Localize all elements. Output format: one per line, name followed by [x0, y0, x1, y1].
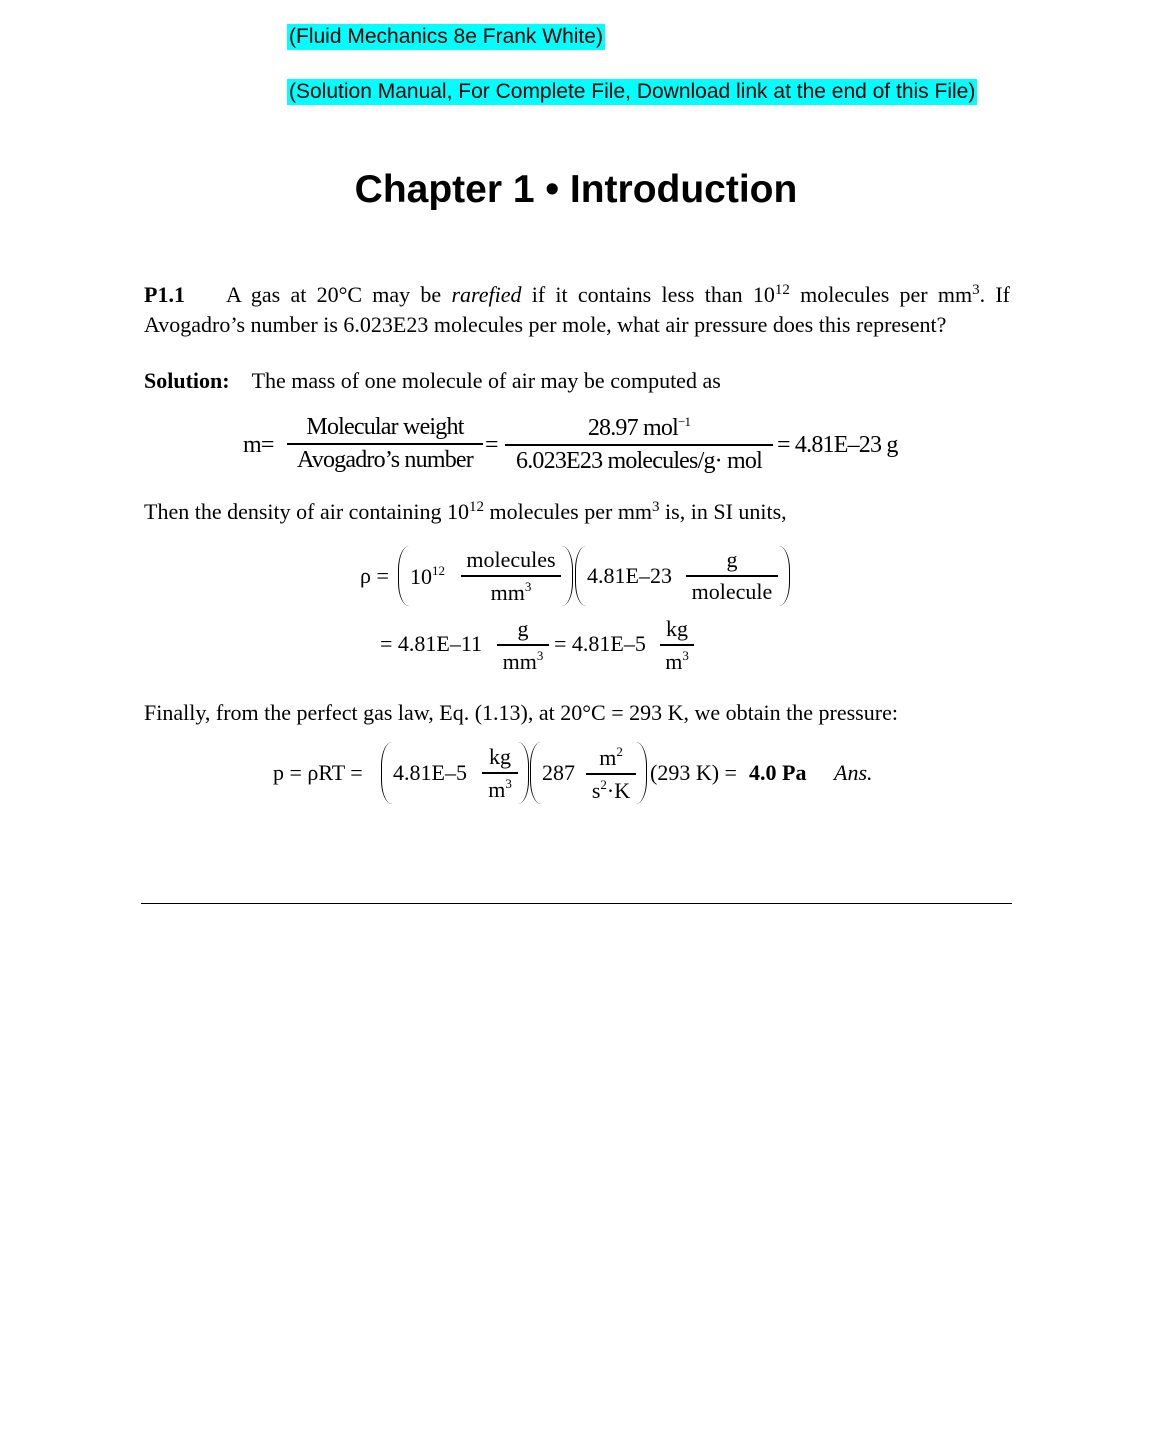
eq2-num-a: molecules [466, 547, 556, 572]
eq2-den-d-text: m [665, 649, 683, 674]
eq3-num-a: kg [489, 744, 511, 769]
rarefied-term: rarefied [451, 282, 522, 307]
exponent-3: 3 [652, 499, 660, 515]
right-paren [636, 742, 647, 804]
eq2-lhs: ρ = [360, 563, 389, 588]
fraction-bar [586, 773, 636, 775]
density-intro [144, 497, 787, 527]
fraction-bar [505, 444, 773, 446]
eq2-den-c-text: mm [502, 649, 537, 674]
eq3-den-a-exp: 3 [505, 776, 512, 791]
right-paren [518, 742, 529, 804]
problem-text-a: A gas at 20°C may be [225, 282, 442, 307]
solution-label: Solution: [144, 368, 230, 393]
eq2-line2-a: = 4.81E–11 [380, 631, 483, 656]
fraction-bar [287, 443, 483, 445]
eq3-coef-a: 4.81E–5 [393, 760, 467, 785]
solution-text: The mass of one molecule of air may be computed as [251, 368, 721, 393]
eq2-fraction-b [686, 547, 778, 605]
eq3-den-b-exp: 2 [600, 777, 607, 792]
problem-text-b: if it contains less than 10 [531, 282, 775, 307]
eq3-fraction-b [586, 744, 636, 804]
eq1-num1: Molecular weight [306, 414, 464, 440]
eq2-ten [410, 563, 445, 590]
left-paren [530, 742, 541, 804]
eq2-num-c: g [517, 616, 529, 641]
right-paren [779, 546, 790, 606]
problem-label: P1.1 [144, 282, 185, 307]
pressure-intro: Finally, from the perfect gas law, Eq. (1.13), at 20°C = 293 K, we obtain the pressure: [144, 700, 898, 725]
download-note: (Solution Manual, For Complete File, Download link at the end of this File) [289, 80, 976, 103]
eq2-den-d-exp: 3 [682, 648, 689, 663]
eq3-answer: 4.0 Pa [749, 760, 807, 785]
eq2-ten-exp: 12 [432, 563, 445, 578]
eq3-coef-b: 287 [542, 760, 575, 785]
problem-line-2: Avogadro’s number is 6.023E23 molecules per mole, what air pressure does this represent? [144, 312, 947, 337]
left-paren [575, 546, 586, 606]
problem-line-1 [144, 280, 1010, 310]
problem-text-c: molecules per mm [800, 282, 973, 307]
section-divider [141, 903, 1012, 904]
eq2-ten-base: 10 [410, 564, 432, 589]
eq1-equals: = [485, 432, 498, 458]
eq3-num-b [586, 744, 636, 771]
eq3-fraction-a [482, 744, 518, 803]
eq1-den1: Avogadro’s number [297, 447, 473, 473]
fraction-bar [461, 575, 561, 577]
left-paren [381, 742, 392, 804]
eq1-result: = 4.81E–23 g [777, 432, 898, 458]
eq1-num2 [505, 414, 773, 442]
eq1-fraction-1 [287, 414, 483, 474]
eq1-lhs: m= [243, 432, 274, 458]
eq1-num2-exp: −1 [677, 414, 691, 429]
book-reference: (Fluid Mechanics 8e Frank White) [289, 25, 603, 48]
exponent-12: 12 [469, 499, 485, 515]
chapter-title: Chapter 1 • Introduction [354, 168, 798, 211]
eq2-den-a [461, 579, 561, 606]
eq2-coef-b: 4.81E–23 [587, 563, 672, 588]
eq1-fraction-2 [505, 414, 773, 475]
solution-intro [144, 366, 721, 396]
eq3-den-b-text: s [591, 778, 601, 803]
problem-statement [144, 280, 1010, 340]
left-paren [398, 546, 409, 606]
eq1-num2-text: 28.97 mol [587, 415, 678, 441]
eq3-den-b-tail: ·K [606, 778, 631, 803]
eq2-den-d [660, 648, 694, 675]
eq2-den-b: molecule [691, 579, 773, 604]
then-text-c: is, in SI units, [665, 499, 787, 524]
problem-text-d: . If [979, 282, 1011, 307]
eq3-den-b [586, 777, 636, 804]
eq2-den-a-exp: 3 [524, 579, 532, 594]
eq1-den2: 6.023E23 molecules/g· mol [516, 448, 762, 474]
eq2-den-c [497, 648, 549, 675]
eq2-fraction-d [660, 616, 694, 675]
right-paren [562, 546, 573, 606]
eq2-num-b: g [726, 547, 738, 572]
ans-label: Ans. [834, 760, 873, 785]
exponent-12: 12 [774, 282, 790, 298]
eq3-den-a [482, 776, 518, 803]
fraction-bar [686, 575, 778, 577]
then-text-a: Then the density of air containing 10 [144, 499, 470, 524]
eq2-den-c-exp: 3 [536, 648, 544, 663]
eq2-den-a-text: mm [490, 580, 525, 605]
eq3-lhs: p = ρRT = [273, 760, 363, 785]
eq3-den-a-text: m [488, 777, 506, 802]
eq2-fraction-c [497, 616, 549, 675]
fraction-bar [482, 772, 518, 774]
exponent-3: 3 [972, 282, 980, 298]
eq3-num-b-text: m [599, 745, 617, 770]
fraction-bar [660, 644, 694, 646]
eq3-num-b-exp: 2 [616, 744, 623, 759]
eq2-fraction-a [461, 547, 561, 606]
eq2-num-d: kg [666, 616, 688, 641]
then-text-b: molecules per mm [489, 499, 653, 524]
fraction-bar [497, 644, 549, 646]
eq2-line2-b: = 4.81E–5 [554, 631, 646, 656]
eq3-temp: (293 K) = [650, 760, 737, 785]
